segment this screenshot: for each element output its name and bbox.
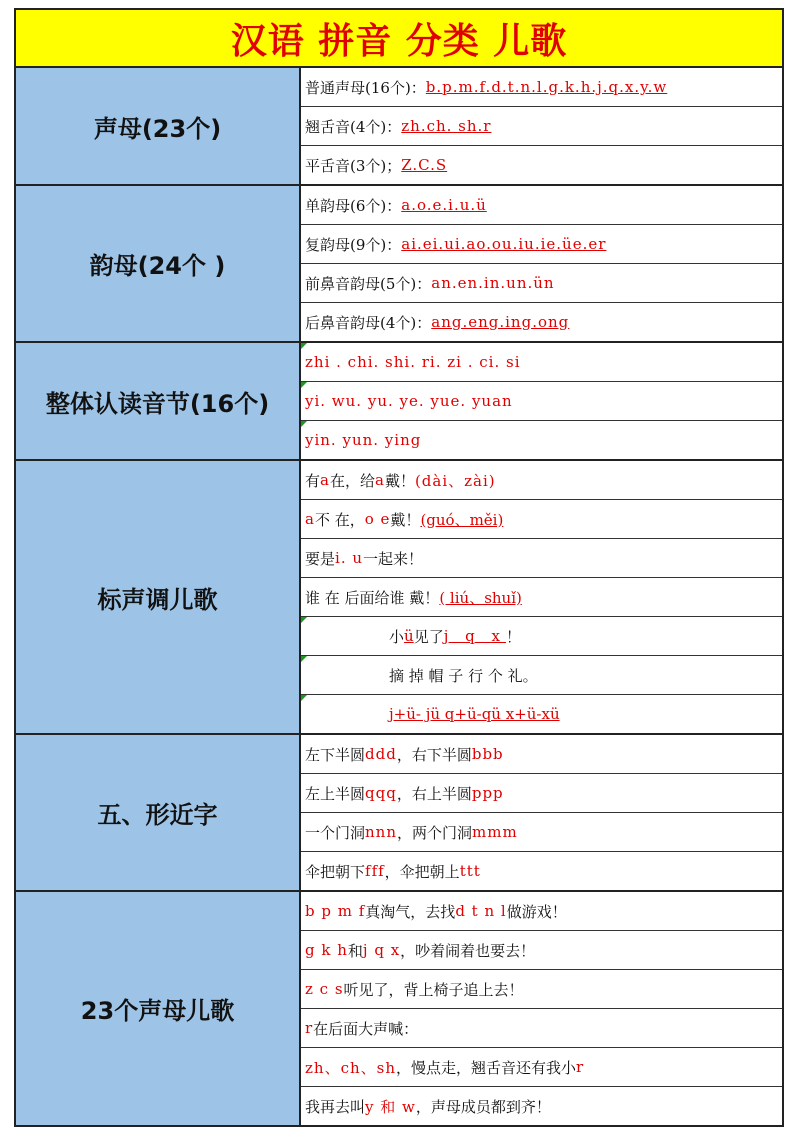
text-red: a — [320, 471, 330, 489]
text-underlined: j+ü- jü q+ü-qü x+ü-xü — [389, 705, 560, 723]
text: 一起来！ — [363, 549, 424, 568]
table-row — [301, 813, 782, 852]
text: 真淘气，去找 — [365, 902, 456, 921]
text-underlined: ü — [404, 627, 414, 645]
row-value: b.p.m.f.d.t.n.l.g.k.h.j.q.x.y.w — [425, 78, 668, 96]
text-red: a — [305, 510, 315, 528]
text: 左上半圆 — [305, 784, 366, 803]
table-row — [301, 617, 782, 656]
text: 戴！ — [390, 510, 421, 529]
text: 见了 — [413, 627, 444, 646]
category-label: 韵母(24个 ) — [16, 186, 301, 341]
cell-marker — [301, 343, 307, 349]
text-red: r — [576, 1058, 585, 1076]
text: 小 — [389, 627, 405, 646]
row-value: zh.ch. sh.r — [401, 117, 492, 135]
text-red: o e — [364, 510, 391, 528]
table-row — [301, 264, 782, 303]
table-row — [301, 656, 782, 695]
table-row — [301, 343, 782, 382]
text-red: fff — [365, 862, 385, 880]
table-row — [301, 186, 782, 225]
section-initials — [16, 68, 782, 186]
text-red: ppp — [471, 784, 504, 802]
text-red: z c s — [305, 980, 344, 998]
category-label: 23个声母儿歌 — [16, 892, 301, 1125]
row-label: 复韵母(9个)： — [305, 235, 402, 254]
table-row — [301, 970, 782, 1009]
text-underlined: ( liú、shuǐ) — [439, 588, 522, 607]
cell-marker — [301, 382, 307, 388]
section-whole-syllables — [16, 343, 782, 461]
section-finals — [16, 186, 782, 343]
table-row — [301, 303, 782, 341]
text-red: b p m f — [305, 902, 366, 920]
category-label: 声母(23个) — [16, 68, 301, 184]
page-title: 汉语 拼音 分类 儿歌 — [16, 10, 782, 68]
text-red: d t n l — [455, 902, 507, 920]
text: 听见了，背上椅子追上去！ — [343, 980, 524, 999]
text-red: g k h — [305, 941, 348, 959]
syllable-list: yi. wu. yu. ye. yue. yuan — [305, 392, 513, 410]
text-red: zh、ch、sh — [305, 1058, 396, 1077]
text-underlined: j q x — [443, 627, 506, 645]
row-label: 平舌音(3个)； — [305, 156, 402, 175]
cell-marker — [301, 617, 307, 623]
text-red: ddd — [365, 745, 397, 763]
row-label: 单韵母(6个)： — [305, 196, 402, 215]
table-row — [301, 852, 782, 890]
row-label: 前鼻音韵母(5个)： — [305, 274, 432, 293]
section-initials-rhyme — [16, 892, 782, 1125]
cell-marker — [301, 421, 307, 427]
text: ！ — [505, 627, 521, 646]
row-value: ai.ei.ui.ao.ou.iu.ie.üe.er — [401, 235, 607, 253]
table-row — [301, 146, 782, 184]
row-label: 后鼻音韵母(4个)： — [305, 313, 432, 332]
table-row — [301, 539, 782, 578]
row-label: 普通声母(16个)： — [305, 78, 426, 97]
text: 摘 掉 帽 子 行 个 礼。 — [389, 666, 538, 685]
text: 在后面大声喊： — [313, 1019, 419, 1038]
text-red: j q x — [362, 941, 401, 959]
text: 在，给 — [329, 471, 375, 490]
text: ，吵着闹着也要去！ — [400, 941, 536, 960]
table-row — [301, 68, 782, 107]
text-red: (dài、zài) — [414, 471, 496, 490]
row-value: Z.C.S — [401, 156, 448, 174]
text: 我再去叫 — [305, 1097, 366, 1116]
table-row — [301, 107, 782, 146]
text: 谁 在 后面给谁 戴！ — [305, 588, 440, 607]
text: ，右上半圆 — [396, 784, 472, 803]
row-value: a.o.e.i.u.ü — [401, 196, 487, 214]
text: 和 — [347, 941, 363, 960]
table-row — [301, 1009, 782, 1048]
text: 伞把朝下 — [305, 862, 366, 881]
text: ，声母成员都到齐！ — [415, 1097, 551, 1116]
table-row — [301, 461, 782, 500]
text-underlined: (guó、měi) — [420, 510, 504, 529]
text: 做游戏！ — [506, 902, 567, 921]
pinyin-table — [14, 8, 784, 1127]
syllable-list: yin. yun. ying — [305, 431, 422, 449]
text: 有 — [305, 471, 321, 490]
table-row — [301, 421, 782, 459]
text: 一个门洞 — [305, 823, 366, 842]
table-row — [301, 1048, 782, 1087]
text-red: r — [305, 1019, 314, 1037]
category-label: 整体认读音节(16个) — [16, 343, 301, 459]
text: 左下半圆 — [305, 745, 366, 764]
section-similar-letters — [16, 735, 782, 892]
text-red: nnn — [365, 823, 397, 841]
cell-marker — [301, 695, 307, 701]
table-row — [301, 735, 782, 774]
text-red: a — [374, 471, 385, 489]
text: 不 在， — [314, 510, 365, 529]
text-red: i. u — [335, 549, 364, 567]
category-label: 五、形近字 — [16, 735, 301, 890]
table-row — [301, 892, 782, 931]
table-row — [301, 225, 782, 264]
text: ，慢点走，翘舌音还有我小 — [395, 1058, 576, 1077]
category-label: 标声调儿歌 — [16, 461, 301, 733]
cell-marker — [301, 656, 307, 662]
table-row — [301, 1087, 782, 1125]
text-red: bbb — [471, 745, 504, 763]
text-red: qqq — [365, 784, 397, 802]
table-row — [301, 382, 782, 421]
table-row — [301, 774, 782, 813]
row-label: 翘舌音(4个)： — [305, 117, 402, 136]
text-red: ttt — [459, 862, 481, 880]
row-value: an.en.in.un.ün — [431, 274, 555, 292]
text: 戴！ — [384, 471, 415, 490]
table-row — [301, 578, 782, 617]
text-red: y 和 w — [365, 1097, 416, 1116]
text-red: mmm — [472, 823, 518, 841]
table-row — [301, 931, 782, 970]
text: ，两个门洞 — [397, 823, 473, 842]
row-value: ang.eng.ing.ong — [431, 313, 570, 331]
text: ，伞把朝上 — [384, 862, 460, 881]
table-row — [301, 500, 782, 539]
syllable-list: zhi . chi. shi. ri. zi . ci. si — [305, 353, 521, 371]
table-row — [301, 695, 782, 733]
text: 要是 — [305, 549, 336, 568]
text: ，右下半圆 — [396, 745, 472, 764]
section-tone-rhyme — [16, 461, 782, 735]
